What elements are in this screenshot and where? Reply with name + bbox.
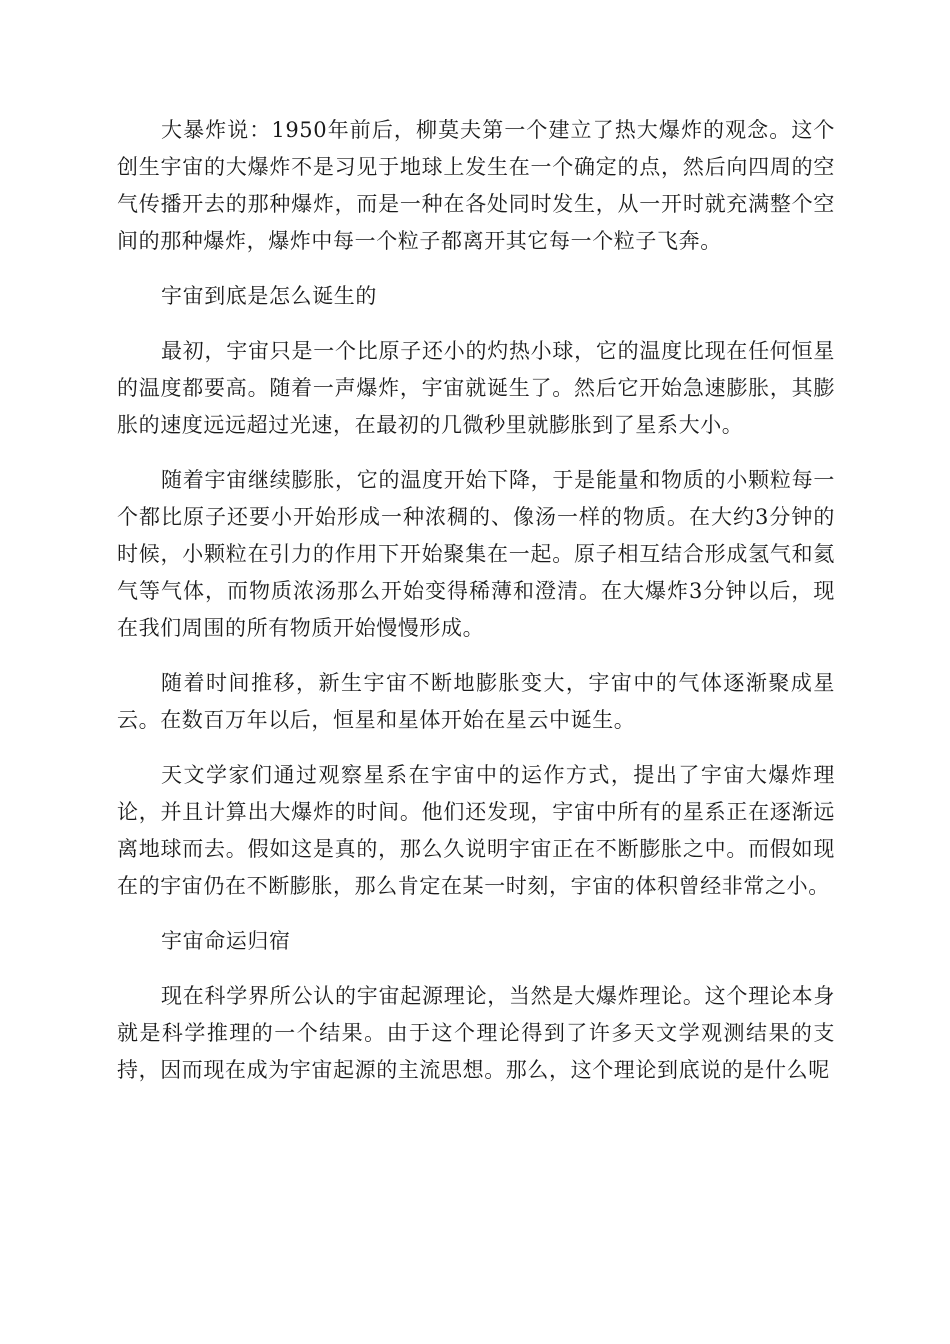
section-heading-universe-fate: 宇宙命运归宿 <box>161 929 291 953</box>
paragraph-initial-state: 最初，宇宙只是一个比原子还小的灼热小球，它的温度比现在任何恒星的温度都要高。随着一声爆炸，宇宙就诞生了。然后它开始急速膨胀，其膨胀的速度远远超过光速，在最初的几微秒里就膨胀到了星系大小。 <box>117 339 835 437</box>
paragraph-big-bang-intro: 大暴炸说：1950年前后，柳莫夫第一个建立了热大爆炸的观念。这个创生宇宙的大爆炸不是习见于地球上发生在一个确定的点，然后向四周的空气传播开去的那种爆炸，而是一种在各处同时发生，从一开时就充满整个空间的那种爆炸，爆炸中每一个粒子都离开其它每一个粒子飞奔。 <box>117 118 835 253</box>
paragraph-nebula-formation: 随着时间推移，新生宇宙不断地膨胀变大，宇宙中的气体逐渐聚成星云。在数百万年以后，恒星和星体开始在星云中诞生。 <box>117 671 835 732</box>
section-heading-universe-birth: 宇宙到底是怎么诞生的 <box>161 284 377 308</box>
paragraph-astronomer-observation: 天文学家们通过观察星系在宇宙中的运作方式，提出了宇宙大爆炸理论，并且计算出大爆炸的时间。他们还发现，宇宙中所有的星系正在逐渐远离地球而去。假如这是真的，那么久说明宇宙正在不断膨胀之中。而假如现在的宇宙仍在不断膨胀，那么肯定在某一时刻，宇宙的体积曾经非常之小。 <box>117 763 835 898</box>
document-body <box>117 112 835 1107</box>
paragraph-expansion-cooling: 随着宇宙继续膨胀，它的温度开始下降，于是能量和物质的小颗粒每一个都比原子还要小开始形成一种浓稠的、像汤一样的物质。在大约3分钟的时候，小颗粒在引力的作用下开始聚集在一起。原子相互结合形成氢气和氦气等气体，而物质浓汤那么开始变得稀薄和澄清。在大爆炸3分钟以后，现在我们周围的所有物质开始慢慢形成。 <box>117 468 835 640</box>
paragraph-mainstream-theory: 现在科学界所公认的宇宙起源理论，当然是大爆炸理论。这个理论本身就是科学推理的一个结果。由于这个理论得到了许多天文学观测结果的支持，因而现在成为宇宙起源的主流思想。那么，这个理论到底说的是什么呢 <box>117 984 835 1082</box>
